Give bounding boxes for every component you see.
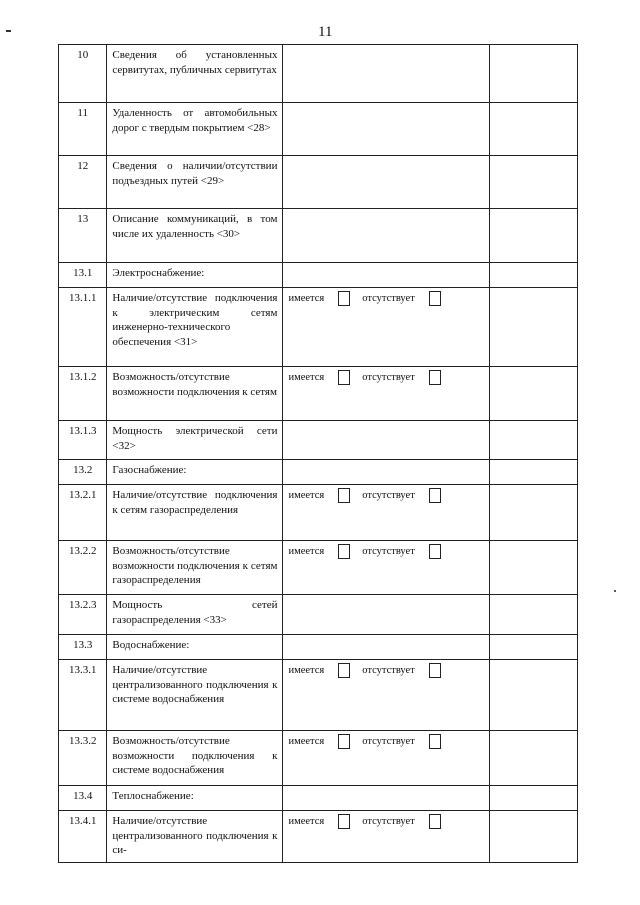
present-checkbox[interactable] [338, 814, 350, 829]
row-value-cell [283, 811, 490, 863]
row-extra-cell[interactable] [490, 367, 578, 421]
row-value-cell [283, 288, 490, 367]
row-number: 12 [59, 156, 107, 209]
row-extra-cell[interactable] [490, 103, 578, 156]
absent-checkbox[interactable] [429, 544, 441, 559]
absent-label: отсутствует [362, 816, 415, 828]
row-number: 10 [59, 45, 107, 103]
row-number: 13.1.1 [59, 288, 107, 367]
row-description: Газоснабжение: [107, 460, 283, 485]
present-label: имеется [288, 546, 325, 558]
table-row [59, 209, 578, 263]
row-description: Сведения о наличии/отсутствии подъездных путей <29> [107, 156, 283, 209]
table-row [59, 263, 578, 288]
row-description: Наличие/отсутствие подключения к сетям газораспределения [107, 485, 283, 541]
absent-checkbox[interactable] [429, 488, 441, 503]
row-extra-cell[interactable] [490, 421, 578, 460]
presence-choice [288, 291, 484, 306]
row-extra-cell[interactable] [490, 263, 578, 288]
row-number: 13.2.1 [59, 485, 107, 541]
row-value-cell[interactable] [283, 263, 490, 288]
presence-choice [288, 544, 484, 559]
row-value-cell[interactable] [283, 635, 490, 660]
table-row [59, 45, 578, 103]
absent-checkbox[interactable] [429, 663, 441, 678]
present-label: имеется [288, 490, 325, 502]
present-checkbox[interactable] [338, 291, 350, 306]
row-number: 13.1.3 [59, 421, 107, 460]
form-table-body [59, 45, 578, 863]
scan-speck [614, 590, 616, 592]
row-description: Мощность электрической сети <32> [107, 421, 283, 460]
row-number: 13.1 [59, 263, 107, 288]
absent-checkbox[interactable] [429, 291, 441, 306]
absent-label: отсутствует [362, 490, 415, 502]
row-description: Возможность/отсутствие возможности подключения к сетям [107, 367, 283, 421]
table-row [59, 595, 578, 635]
row-value-cell [283, 367, 490, 421]
row-value-cell [283, 731, 490, 786]
table-row [59, 541, 578, 595]
row-description: Сведения об установленных сервитутах, публичных сервитутах [107, 45, 283, 103]
row-value-cell [283, 541, 490, 595]
row-description: Возможность/отсутствие возможности подключения к системе водоснабжения [107, 731, 283, 786]
present-label: имеется [288, 665, 325, 677]
row-extra-cell[interactable] [490, 288, 578, 367]
absent-checkbox[interactable] [429, 734, 441, 749]
row-number: 13.3.2 [59, 731, 107, 786]
row-extra-cell[interactable] [490, 660, 578, 731]
present-checkbox[interactable] [338, 488, 350, 503]
table-row [59, 811, 578, 863]
present-checkbox[interactable] [338, 734, 350, 749]
present-label: имеется [288, 293, 325, 305]
presence-choice [288, 814, 484, 829]
row-extra-cell[interactable] [490, 460, 578, 485]
row-value-cell[interactable] [283, 45, 490, 103]
row-description: Наличие/отсутствие подключения к электрическим сетям инженерно-технического обеспечения <31> [107, 288, 283, 367]
absent-label: отсутствует [362, 665, 415, 677]
row-extra-cell[interactable] [490, 485, 578, 541]
row-number: 13.3.1 [59, 660, 107, 731]
row-description: Наличие/отсутствие централизованного подключения к си- [107, 811, 283, 863]
row-number: 13.2.3 [59, 595, 107, 635]
table-row [59, 786, 578, 811]
absent-label: отсутствует [362, 736, 415, 748]
row-description: Удаленность от автомобильных дорог с твердым покрытием <28> [107, 103, 283, 156]
absent-checkbox[interactable] [429, 370, 441, 385]
row-description: Мощность сетей газораспределения <33> [107, 595, 283, 635]
present-label: имеется [288, 816, 325, 828]
present-checkbox[interactable] [338, 370, 350, 385]
table-row [59, 367, 578, 421]
table-row [59, 288, 578, 367]
row-description: Теплоснабжение: [107, 786, 283, 811]
row-value-cell[interactable] [283, 786, 490, 811]
presence-choice [288, 370, 484, 385]
row-value-cell[interactable] [283, 421, 490, 460]
row-description: Описание коммуникаций, в том числе их удаленность <30> [107, 209, 283, 263]
row-description: Водоснабжение: [107, 635, 283, 660]
row-description: Электроснабжение: [107, 263, 283, 288]
table-row [59, 460, 578, 485]
table-row [59, 485, 578, 541]
row-description: Наличие/отсутствие централизованного подключения к системе водоснабжения [107, 660, 283, 731]
row-number: 13.3 [59, 635, 107, 660]
row-description: Возможность/отсутствие возможности подключения к сетям газораспределения [107, 541, 283, 595]
table-row [59, 660, 578, 731]
row-number: 13.2.2 [59, 541, 107, 595]
table-row [59, 635, 578, 660]
row-extra-cell[interactable] [490, 595, 578, 635]
present-checkbox[interactable] [338, 544, 350, 559]
page-number: 11 [318, 24, 333, 40]
presence-choice [288, 734, 484, 749]
row-number: 13.1.2 [59, 367, 107, 421]
table-row [59, 421, 578, 460]
row-number: 13.4 [59, 786, 107, 811]
row-number: 13.4.1 [59, 811, 107, 863]
form-table [58, 44, 578, 863]
present-label: имеется [288, 736, 325, 748]
row-value-cell[interactable] [283, 103, 490, 156]
row-value-cell[interactable] [283, 156, 490, 209]
row-extra-cell[interactable] [490, 156, 578, 209]
row-extra-cell[interactable] [490, 635, 578, 660]
present-label: имеется [288, 372, 325, 384]
table-row [59, 103, 578, 156]
absent-label: отсутствует [362, 293, 415, 305]
absent-label: отсутствует [362, 546, 415, 558]
table-row [59, 156, 578, 209]
present-checkbox[interactable] [338, 663, 350, 678]
row-number: 11 [59, 103, 107, 156]
presence-choice [288, 663, 484, 678]
row-value-cell [283, 660, 490, 731]
margin-mark [6, 30, 11, 32]
row-value-cell[interactable] [283, 209, 490, 263]
row-extra-cell[interactable] [490, 209, 578, 263]
row-value-cell[interactable] [283, 460, 490, 485]
row-extra-cell[interactable] [490, 541, 578, 595]
row-value-cell[interactable] [283, 595, 490, 635]
presence-choice [288, 488, 484, 503]
row-extra-cell[interactable] [490, 786, 578, 811]
row-extra-cell[interactable] [490, 45, 578, 103]
table-row [59, 731, 578, 786]
row-value-cell [283, 485, 490, 541]
row-extra-cell[interactable] [490, 811, 578, 863]
absent-label: отсутствует [362, 372, 415, 384]
row-number: 13 [59, 209, 107, 263]
row-number: 13.2 [59, 460, 107, 485]
absent-checkbox[interactable] [429, 814, 441, 829]
row-extra-cell[interactable] [490, 731, 578, 786]
